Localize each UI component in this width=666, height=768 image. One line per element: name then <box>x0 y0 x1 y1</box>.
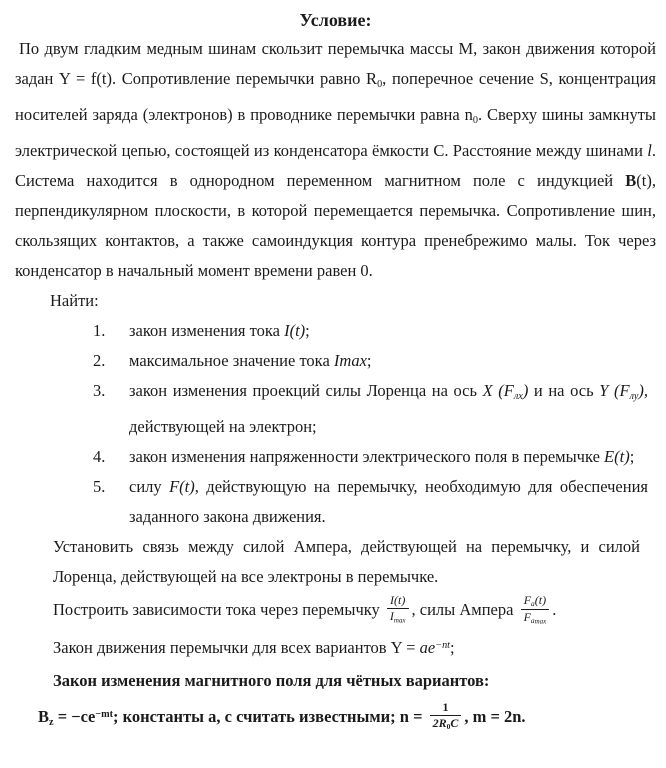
task-text: закон изменения напряженности электрического поля в перемычке E(t); <box>129 447 635 467</box>
find-label: Найти: <box>50 291 99 311</box>
task-number: 3. <box>93 381 106 401</box>
task-item-2 <box>93 346 648 376</box>
motion-law-paragraph: Закон движения перемычки для всех вариантов $Y = ae^{-nt}$; <box>53 637 455 657</box>
task-text: закон изменения тока I(t); <box>129 321 310 341</box>
document-title: Условие: <box>299 10 372 30</box>
task-number: 4. <box>93 447 106 467</box>
task-number: 5. <box>93 477 106 497</box>
task-number: 1. <box>93 321 106 341</box>
task-text: закон изменения проекций силы Лоренца на ось X $(F_{лх})$ и на ось Y $(F_{лу})$, действующей на электрон; <box>129 381 649 437</box>
task-item-5 <box>93 472 648 532</box>
plot-instruction-paragraph: Построить зависимости тока через перемычку $\frac{I(t)}{I_{max}}$ , силы Ампера $\frac{F_a(t)}{F_{amax}}$ . <box>53 593 557 626</box>
problem-statement-paragraph: По двум гладким медным шинам скользит перемычка массы M, закон движения которой задан Y = f(t). Сопротивление перемычки равно $R_0$, поперечное сечение S, концентрация носителей заряда (электронов) в проводнике перемычки равна $n_0$. Сверху шины замкнуты электрической цепью, состоящей из конденсатора ёмкости C. Расстояние между шинами l. Система находится в однородном переменном магнитном поле с индукцией B(t), перпендикулярном плоскости, в которой перемещается перемычка. Сопротивление шин, скользящих контактов, а также самоиндукция контура пренебрежимо малы. Ток через конденсатор в начальный момент времени равен 0. <box>15 39 656 281</box>
task-number: 2. <box>93 351 106 371</box>
task-text: силу F(t), действующую на перемычку, необходимую для обеспечения заданного закона движения. <box>129 477 648 527</box>
task-item-4 <box>93 442 648 472</box>
task-text: максимальное значение тока Imax; <box>129 351 372 371</box>
task-item-1 <box>93 316 648 346</box>
task-item-3 <box>93 376 648 442</box>
field-law-formula: $B_z = -ce^{-mt}$; константы a, c считать известными; n = $\frac{1}{2R_0C}$ , m = 2n. <box>38 700 526 732</box>
ampere-lorentz-paragraph: Установить связь между силой Ампера, действующей на перемычку, и силой Лоренца, действующей на все электроны в перемычке. <box>53 537 640 587</box>
task-list <box>15 316 656 532</box>
field-law-heading: Закон изменения магнитного поля для чётных вариантов: <box>53 670 490 690</box>
